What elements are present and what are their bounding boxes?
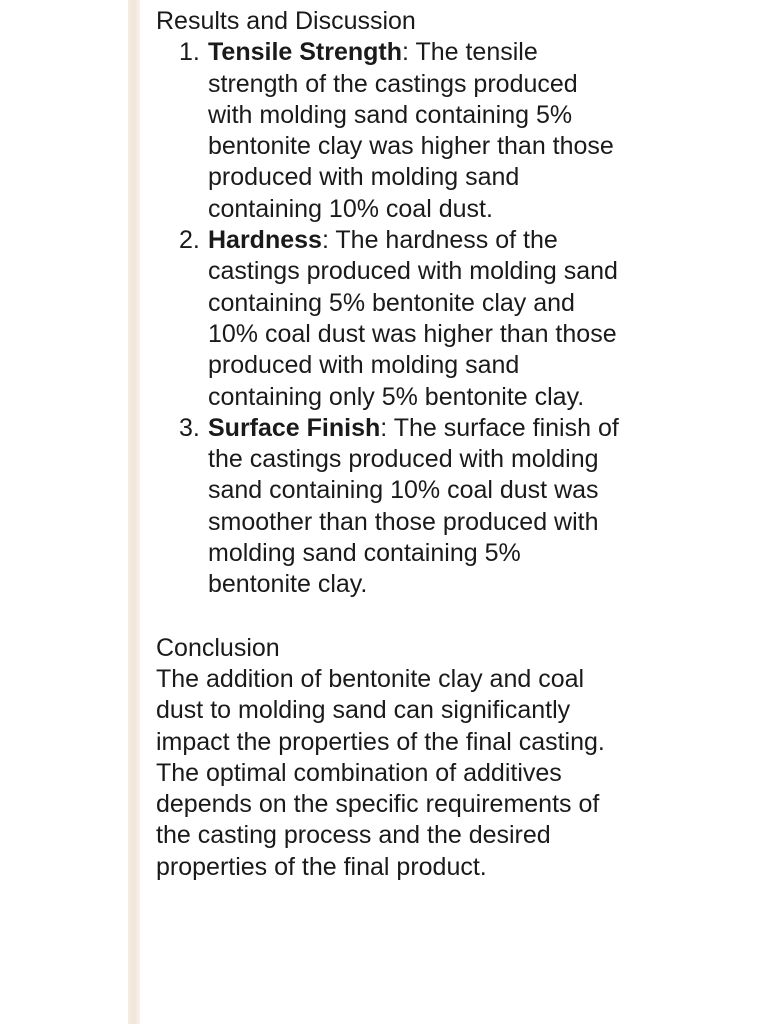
list-item-text: : The surface finish of the castings produced with molding sand containing 10% coal dust was smoother than those produced with molding sand containing 5% bentonite clay. [208, 413, 619, 599]
page-margin [0, 0, 128, 1024]
list-item-text: : The tensile strength of the castings produced with molding sand containing 5% bentonite clay was higher than those produced with molding sand containing 10% coal dust. [208, 38, 614, 223]
list-item-tensile-strength [208, 37, 620, 225]
list-item-term: Hardness [208, 226, 322, 255]
results-heading: Results and Discussion [156, 7, 416, 35]
list-item-term: Surface Finish [208, 413, 381, 442]
results-list [156, 37, 636, 600]
list-item-surface-finish [208, 413, 620, 601]
page-edge-strip [128, 0, 140, 1024]
conclusion-paragraph: The addition of bentonite clay and coal dust to molding sand can significantly impact the properties of the final casting. The optimal combination of additives depends on the specific requirements of the casting process and the desired properties of the final product. [156, 664, 605, 881]
conclusion-heading: Conclusion [156, 633, 280, 662]
list-item-text: : The hardness of the castings produced with molding sand containing 5% bentonite clay and 10% coal dust was higher than those produced with molding sand containing only 5% bentonite clay. [208, 226, 618, 411]
list-item-hardness [208, 225, 620, 413]
list-item-term: Tensile Strength [208, 38, 403, 67]
document-body [156, 6, 636, 883]
